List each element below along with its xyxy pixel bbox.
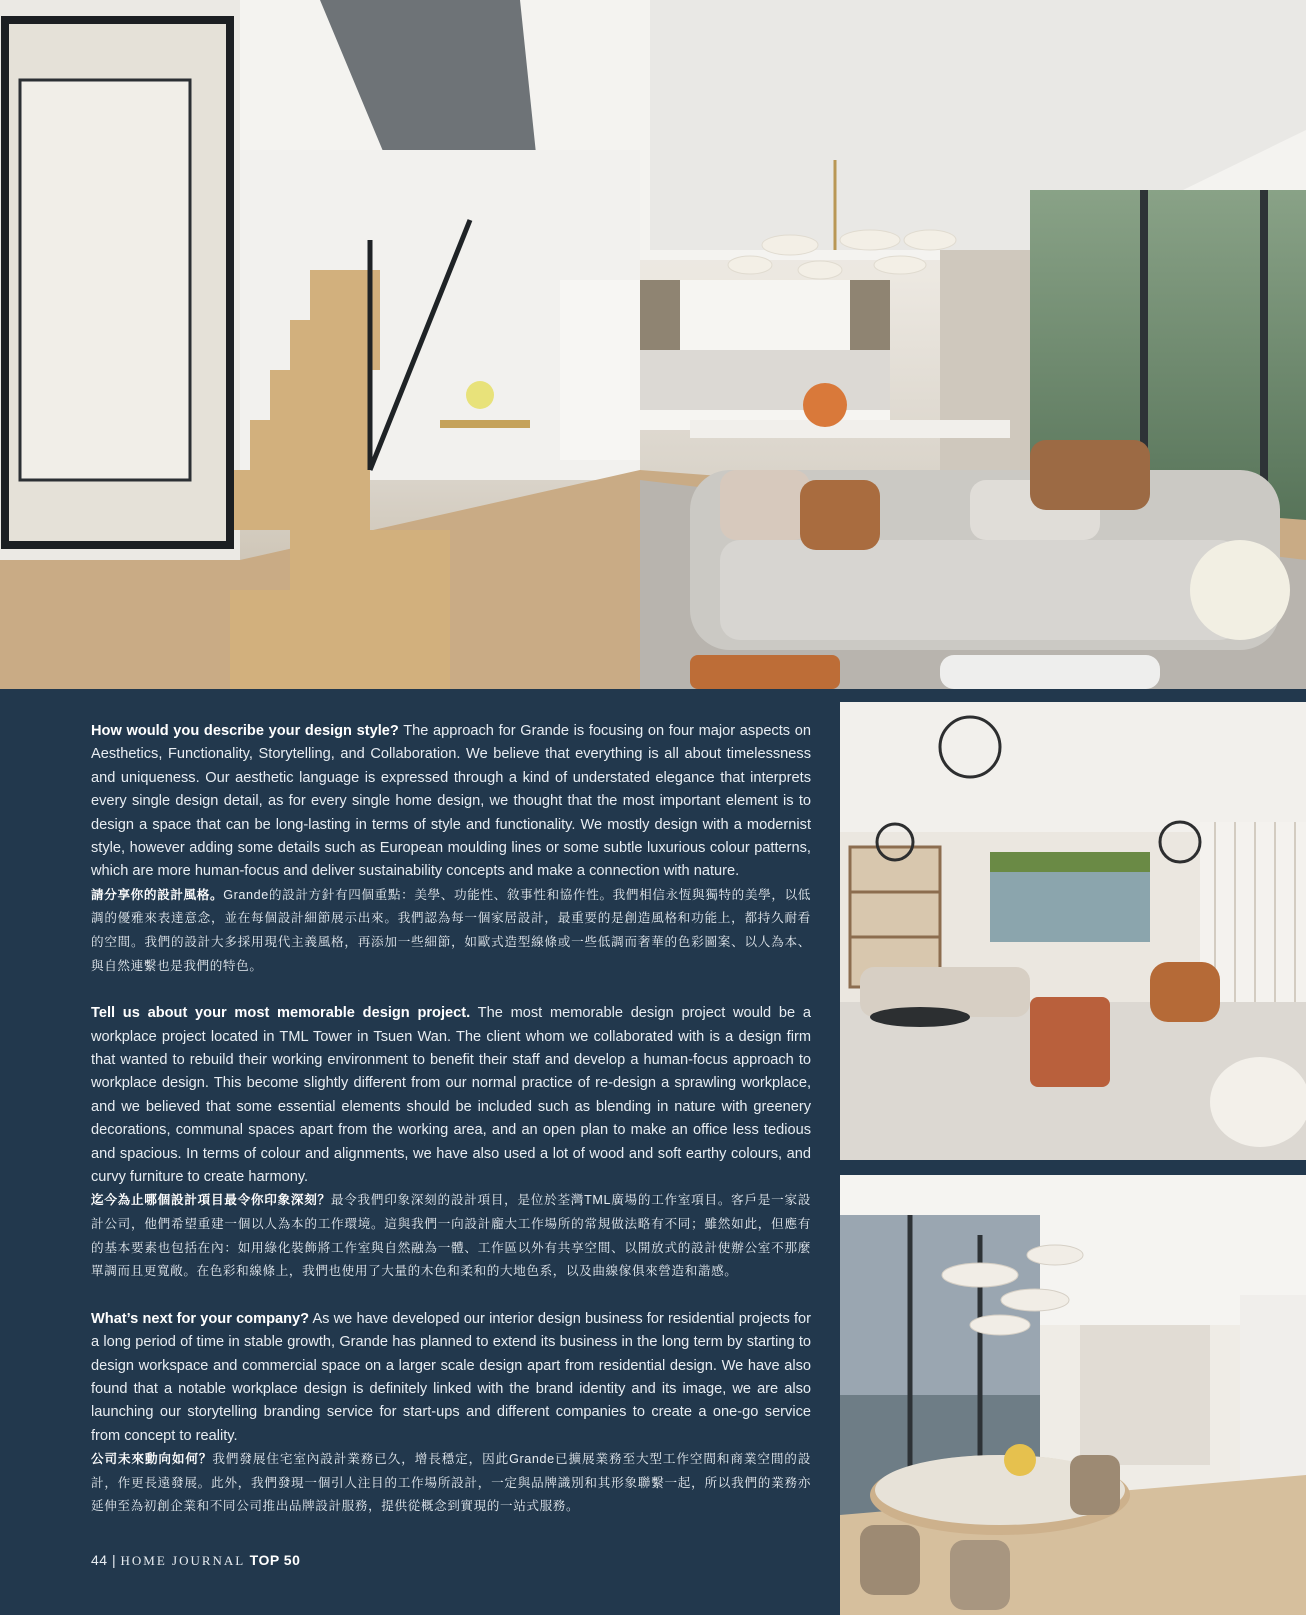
q2-chinese	[91, 1189, 811, 1283]
page-folio	[91, 1552, 300, 1569]
q1-en-question: How would you describe your design style?	[91, 723, 399, 739]
article-text	[91, 720, 811, 1519]
section-label: TOP 50	[249, 1552, 301, 1568]
q3-zh-answer: 我們發展住宅室內設計業務已久，增長穩定，因此Grande已擴展業務至大型工作空間和商業空間的設計，作更長遠發展。此外，我們發現一個引人注目的工作場所設計，一定與品牌識別和其形象聯繫一起，所以我們的業務亦延伸至為初創企業和不同公司推出品牌設計服務，提供從概念到實現的一站式服務。	[91, 1452, 811, 1514]
page-number: 44	[91, 1552, 108, 1568]
q3-zh-question: 公司未來動向如何？	[91, 1452, 213, 1467]
magazine-brand: HOME JOURNAL	[120, 1553, 246, 1568]
q3-english	[91, 1308, 811, 1448]
q3-en-question: What’s next for your company?	[91, 1310, 310, 1327]
q1-zh-answer: Grande的設計方針有四個重點：美學、功能性、敘事性和協作性。我們相信永恆與獨特的美學，以低調的優雅來表達意念，並在每個設計細節展示出來。我們認為每一個家居設計，最重要的是創造風格和功能上，都持久耐看的空間。我們的設計大多採用現代主義風格，再添加一些細節，如歐式造型線條或一些低調而奢華的色彩圖案、以人為本、與自然連繫也是我們的特色。	[91, 887, 811, 973]
q2-en-answer: The most memorable design project would be a workplace project located in TML Tower in Tsuen Wan. The client whom we collaborated with is a design firm that wanted to rebuild their working environment to benefit their staff and develop a human-focus approach to workplace design. This become slightly different from our normal practice of re-design a sprawling workplace, and we believed that some essential elements should be included such as blending in nature with greenery decorations, communal spaces apart from the working area, and an open plan to make an office less tedious and spacious. In terms of colour and alignments, we have also used a lot of wood and soft earthy colours, and curvy furniture to create harmony.	[91, 1005, 811, 1186]
folio-separator: |	[111, 1552, 117, 1568]
dining-room-photo	[840, 1175, 1306, 1615]
q3-en-answer: As we have developed our interior design business for residential projects for a long period of time in stable growth, Grande has planned to extend its business in the long term by starting to design workspace and commercial space on a larger scale design apart from residential design. We have also found that a notable workplace design is definitely linked with the brand identity and its image, we are also launching our storytelling branding service for start-ups and different companies to create a one-go service from concept to reality.	[91, 1310, 811, 1444]
living-room-photo	[0, 0, 1306, 689]
q1-english	[91, 720, 811, 884]
q1-chinese	[91, 884, 811, 978]
q2-zh-question: 迄今為止哪個設計項目最令你印象深刻？	[91, 1193, 331, 1208]
q2-english	[91, 1002, 811, 1189]
q1-en-answer: The approach for Grande is focusing on four major aspects on Aesthetics, Functionality, Storytelling, and Collaboration. We believe that everything is all about timelessness and uniqueness. Our aesthetic language is expressed through a kind of understated elegance that interprets every single design detail, as for every single home design, we thought that the most important element is to design a space that can be long-lasting in terms of style and functionality. We mostly design with a modernist style, however adding some details such as European moulding lines or some subtle luxurious colour patterns, which are more human-focus and deliver sustainability concepts and make a connection with nature.	[91, 723, 811, 880]
q1-zh-question: 請分享你的設計風格。	[91, 887, 224, 902]
q3-chinese	[91, 1448, 811, 1519]
q2-en-question: Tell us about your most memorable design project.	[91, 1005, 471, 1022]
office-lounge-photo	[840, 702, 1306, 1160]
q2-zh-answer: 最令我們印象深刻的設計項目，是位於荃灣TML廣場的工作室項目。客戶是一家設計公司，他們希望重建一個以人為本的工作環境。這與我們一向設計龐大工作場所的常規做法略有不同；雖然如此，但應有的基本要素也包括在內：如用綠化裝飾將工作室與自然融為一體、工作區以外有共享空間、以開放式的設計使辦公室不那麼單調而且更寬敞。在色彩和線條上，我們也使用了大量的木色和柔和的大地色系，以及曲線傢俱來營造和諧感。	[91, 1193, 811, 1279]
